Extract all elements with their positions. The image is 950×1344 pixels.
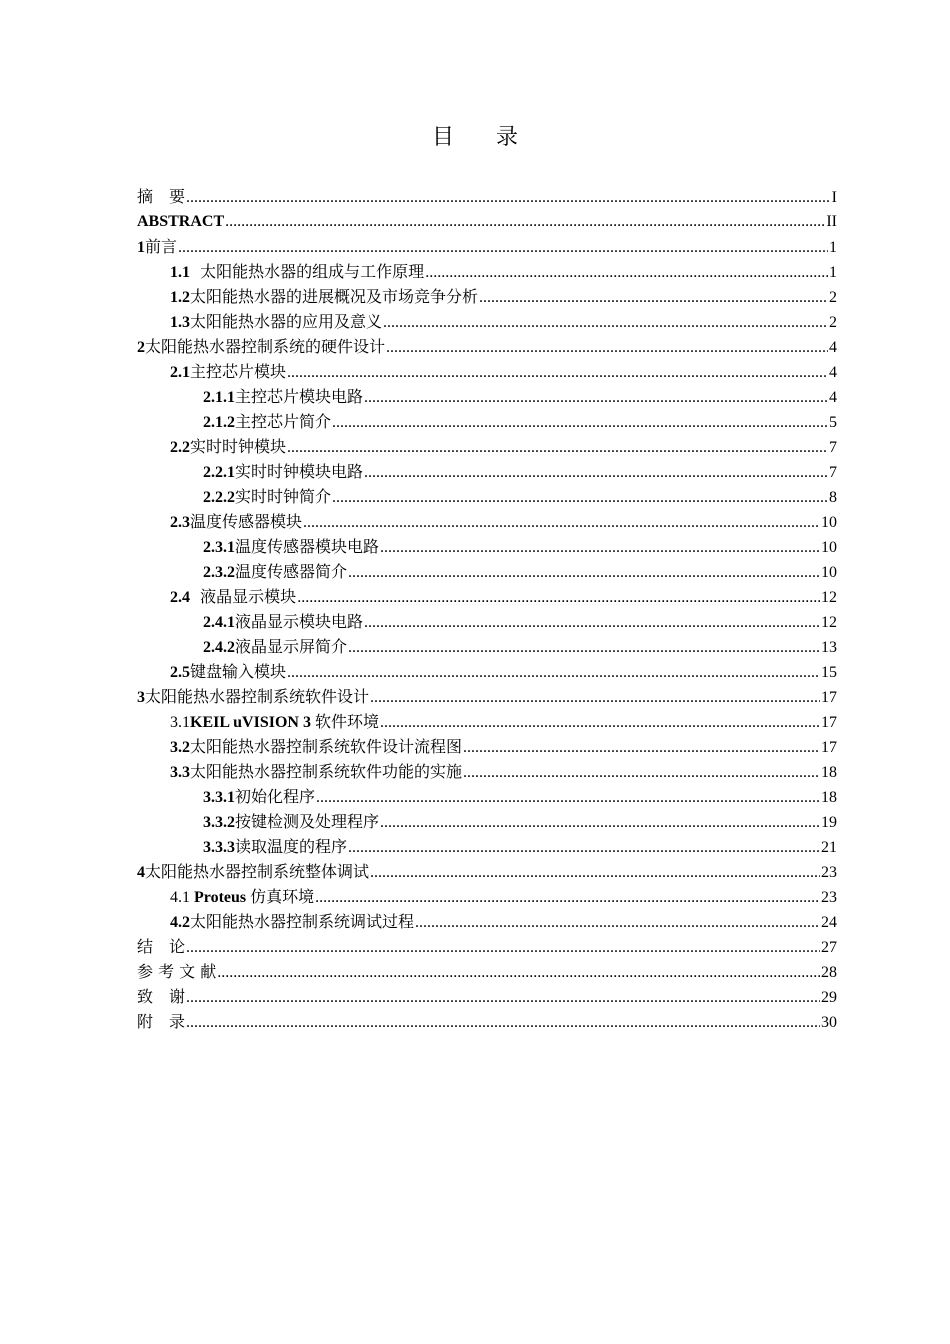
toc-entry-number: 4.1 bbox=[170, 889, 190, 906]
toc-entry-bold-text: ABSTRACT bbox=[137, 213, 225, 230]
toc-entry[interactable] bbox=[137, 184, 837, 209]
toc-entry-page: 15 bbox=[821, 664, 837, 681]
toc-entry-title: 仿真环境 bbox=[250, 887, 315, 906]
dot-leader bbox=[332, 410, 828, 435]
dot-leader bbox=[364, 460, 828, 485]
toc-entry-number: 3 bbox=[137, 689, 145, 706]
toc-entry[interactable] bbox=[137, 634, 837, 659]
title-char-2: 录 bbox=[496, 125, 519, 150]
toc-entry-title: 太阳能热水器的组成与工作原理 bbox=[190, 262, 425, 281]
toc-entry-page: 7 bbox=[829, 439, 837, 456]
toc-entry[interactable] bbox=[137, 884, 837, 909]
toc-entry[interactable] bbox=[137, 534, 837, 559]
dot-leader bbox=[370, 685, 820, 710]
toc-entry-bold-text: KEIL uVISION 3 bbox=[190, 714, 315, 731]
dot-leader bbox=[178, 235, 828, 260]
toc-entry-title: 致 谢 bbox=[137, 987, 186, 1006]
toc-entry-title: 温度传感器简介 bbox=[235, 562, 348, 581]
toc-entry-number: 3.1 bbox=[170, 714, 190, 731]
toc-entry-title: 主控芯片模块电路 bbox=[235, 387, 364, 406]
toc-entry-page: 12 bbox=[821, 589, 837, 606]
toc-entry-title: 液晶显示模块 bbox=[190, 587, 297, 606]
toc-entry-number: 2.2.1 bbox=[203, 464, 235, 481]
toc-entry-page: 17 bbox=[821, 689, 837, 706]
toc-entry-number: 4 bbox=[137, 864, 145, 881]
toc-entry[interactable] bbox=[137, 759, 837, 784]
toc-entry[interactable] bbox=[137, 334, 837, 359]
toc-entry-number: 2.3 bbox=[170, 514, 190, 531]
toc-entry[interactable] bbox=[137, 484, 837, 509]
dot-leader bbox=[364, 610, 820, 635]
toc-entry-title: 按键检测及处理程序 bbox=[235, 812, 380, 831]
toc-entry-number: 1 bbox=[137, 239, 145, 256]
toc-entry-number: 1.2 bbox=[170, 289, 190, 306]
dot-leader bbox=[380, 535, 820, 560]
dot-leader bbox=[383, 310, 828, 335]
toc-entry-title: 太阳能热水器控制系统整体调试 bbox=[145, 862, 370, 881]
toc-entry-number: 2.2.2 bbox=[203, 489, 235, 506]
toc-entry-title: 太阳能热水器控制系统软件设计流程图 bbox=[190, 737, 463, 756]
dot-leader bbox=[380, 810, 820, 835]
toc-entry-page: 10 bbox=[821, 564, 837, 581]
toc-entry[interactable] bbox=[137, 459, 837, 484]
toc-entry-title: 附 录 bbox=[137, 1012, 186, 1031]
page-title bbox=[0, 120, 950, 151]
toc-entry-page: 10 bbox=[821, 539, 837, 556]
toc-entry[interactable] bbox=[137, 609, 837, 634]
toc-entry-title: 太阳能热水器控制系统软件设计 bbox=[145, 687, 370, 706]
toc-entry[interactable] bbox=[137, 709, 837, 734]
toc-entry-page: 21 bbox=[821, 839, 837, 856]
dot-leader bbox=[463, 760, 820, 785]
table-of-contents bbox=[137, 184, 837, 1034]
toc-entry-title: 实时时钟模块电路 bbox=[235, 462, 364, 481]
toc-entry-title: 前言 bbox=[145, 237, 178, 256]
toc-entry-number: 3.3.3 bbox=[203, 839, 235, 856]
toc-entry-page: 10 bbox=[821, 514, 837, 531]
toc-entry-page: 23 bbox=[821, 889, 837, 906]
toc-entry-title: 太阳能热水器控制系统软件功能的实施 bbox=[190, 762, 463, 781]
toc-entry[interactable] bbox=[137, 284, 837, 309]
toc-entry[interactable] bbox=[137, 259, 837, 284]
toc-entry-number: 2.4.1 bbox=[203, 614, 235, 631]
toc-entry-page: 7 bbox=[829, 464, 837, 481]
toc-entry[interactable] bbox=[137, 384, 837, 409]
toc-entry-title: 主控芯片简介 bbox=[235, 412, 332, 431]
toc-entry-number: 2.3.1 bbox=[203, 539, 235, 556]
toc-entry-title: 参 考 文 献 bbox=[137, 962, 217, 981]
toc-entry[interactable] bbox=[137, 784, 837, 809]
toc-entry-title: 太阳能热水器控制系统的硬件设计 bbox=[145, 337, 386, 356]
toc-entry[interactable] bbox=[137, 234, 837, 259]
toc-entry-title: 实时时钟模块 bbox=[190, 437, 287, 456]
toc-entry-number: 4.2 bbox=[170, 914, 190, 931]
toc-entry-page: 8 bbox=[829, 489, 837, 506]
toc-entry[interactable] bbox=[137, 934, 837, 959]
toc-entry-page: 17 bbox=[821, 714, 837, 731]
toc-entry-title: 键盘输入模块 bbox=[190, 662, 287, 681]
toc-entry-title: 主控芯片模块 bbox=[190, 362, 287, 381]
toc-entry-page: 12 bbox=[821, 614, 837, 631]
toc-entry-title: 太阳能热水器控制系统调试过程 bbox=[190, 912, 415, 931]
toc-entry[interactable] bbox=[137, 359, 837, 384]
dot-leader bbox=[425, 260, 828, 285]
toc-entry-page: 23 bbox=[821, 864, 837, 881]
dot-leader bbox=[463, 735, 820, 760]
toc-entry[interactable] bbox=[137, 834, 837, 859]
dot-leader bbox=[370, 860, 820, 885]
toc-entry-title: 结 论 bbox=[137, 937, 186, 956]
dot-leader bbox=[303, 510, 820, 535]
toc-entry-title: 读取温度的程序 bbox=[235, 837, 348, 856]
toc-entry-number: 3.3 bbox=[170, 764, 190, 781]
toc-entry-title: 液晶显示屏简介 bbox=[235, 637, 348, 656]
toc-entry-title: 太阳能热水器的进展概况及市场竞争分析 bbox=[190, 287, 479, 306]
toc-entry-title: 温度传感器模块电路 bbox=[235, 537, 380, 556]
dot-leader bbox=[315, 885, 820, 910]
dot-leader bbox=[287, 660, 820, 685]
toc-entry-title: 初始化程序 bbox=[235, 787, 316, 806]
toc-entry[interactable] bbox=[137, 309, 837, 334]
toc-entry-page: 2 bbox=[829, 314, 837, 331]
toc-entry-number: 2.3.2 bbox=[203, 564, 235, 581]
toc-entry-page: 2 bbox=[829, 289, 837, 306]
toc-entry[interactable] bbox=[137, 434, 837, 459]
toc-entry[interactable] bbox=[137, 734, 837, 759]
dot-leader bbox=[348, 635, 820, 660]
toc-entry[interactable] bbox=[137, 809, 837, 834]
toc-entry[interactable] bbox=[137, 584, 837, 609]
toc-entry-page: II bbox=[826, 213, 837, 230]
dot-leader bbox=[287, 435, 828, 460]
dot-leader bbox=[217, 960, 820, 985]
dot-leader bbox=[415, 910, 820, 935]
toc-entry-number: 2.5 bbox=[170, 664, 190, 681]
dot-leader bbox=[186, 985, 820, 1010]
dot-leader bbox=[348, 835, 820, 860]
toc-entry-page: 4 bbox=[829, 389, 837, 406]
toc-entry-page: 18 bbox=[821, 764, 837, 781]
toc-entry-bold-text: Proteus bbox=[190, 889, 251, 906]
toc-entry-title: 温度传感器模块 bbox=[190, 512, 303, 531]
toc-entry-page: 27 bbox=[821, 939, 837, 956]
toc-entry-number: 2 bbox=[137, 339, 145, 356]
toc-entry-page: 1 bbox=[829, 264, 837, 281]
toc-entry[interactable] bbox=[137, 684, 837, 709]
dot-leader bbox=[287, 360, 828, 385]
toc-entry[interactable] bbox=[137, 509, 837, 534]
dot-leader bbox=[186, 185, 831, 210]
toc-entry-number: 2.1.1 bbox=[203, 389, 235, 406]
toc-entry-page: 4 bbox=[829, 364, 837, 381]
toc-entry[interactable] bbox=[137, 659, 837, 684]
toc-entry-page: 29 bbox=[821, 989, 837, 1006]
toc-entry-number: 2.1 bbox=[170, 364, 190, 381]
toc-entry-page: 18 bbox=[821, 789, 837, 806]
toc-entry-page: 13 bbox=[821, 639, 837, 656]
toc-entry[interactable] bbox=[137, 909, 837, 934]
toc-entry-number: 3.3.2 bbox=[203, 814, 235, 831]
dot-leader bbox=[297, 585, 820, 610]
toc-entry[interactable] bbox=[137, 959, 837, 984]
toc-entry-number: 2.2 bbox=[170, 439, 190, 456]
toc-entry-title: 液晶显示模块电路 bbox=[235, 612, 364, 631]
dot-leader bbox=[364, 385, 828, 410]
toc-entry-page: 1 bbox=[829, 239, 837, 256]
toc-entry-page: 30 bbox=[821, 1014, 837, 1031]
toc-entry-number: 3.3.1 bbox=[203, 789, 235, 806]
toc-entry[interactable] bbox=[137, 559, 837, 584]
toc-entry-page: 24 bbox=[821, 914, 837, 931]
toc-entry-title: 摘 要 bbox=[137, 187, 186, 206]
toc-entry[interactable] bbox=[137, 984, 837, 1009]
toc-entry[interactable] bbox=[137, 409, 837, 434]
dot-leader bbox=[316, 785, 820, 810]
toc-entry-title: 太阳能热水器的应用及意义 bbox=[190, 312, 383, 331]
toc-entry-page: 28 bbox=[821, 964, 837, 981]
dot-leader bbox=[225, 209, 825, 234]
toc-entry-number: 2.4.2 bbox=[203, 639, 235, 656]
toc-entry-title: 实时时钟简介 bbox=[235, 487, 332, 506]
dot-leader bbox=[186, 1010, 820, 1035]
dot-leader bbox=[380, 710, 820, 735]
toc-entry-number: 1.1 bbox=[170, 264, 190, 281]
toc-entry[interactable] bbox=[137, 1009, 837, 1034]
title-char-1: 目 bbox=[431, 125, 454, 150]
toc-entry[interactable] bbox=[137, 209, 837, 234]
dot-leader bbox=[386, 335, 828, 360]
dot-leader bbox=[348, 560, 820, 585]
toc-entry-page: 4 bbox=[829, 339, 837, 356]
toc-entry-number: 2.1.2 bbox=[203, 414, 235, 431]
toc-entry-title: 软件环境 bbox=[314, 712, 379, 731]
toc-entry[interactable] bbox=[137, 859, 837, 884]
toc-entry-page: 17 bbox=[821, 739, 837, 756]
toc-entry-number: 2.4 bbox=[170, 589, 190, 606]
dot-leader bbox=[332, 485, 828, 510]
toc-entry-number: 1.3 bbox=[170, 314, 190, 331]
dot-leader bbox=[186, 935, 820, 960]
toc-entry-page: 19 bbox=[821, 814, 837, 831]
toc-entry-page: I bbox=[831, 189, 837, 206]
dot-leader bbox=[479, 285, 828, 310]
toc-entry-number: 3.2 bbox=[170, 739, 190, 756]
toc-entry-page: 5 bbox=[829, 414, 837, 431]
